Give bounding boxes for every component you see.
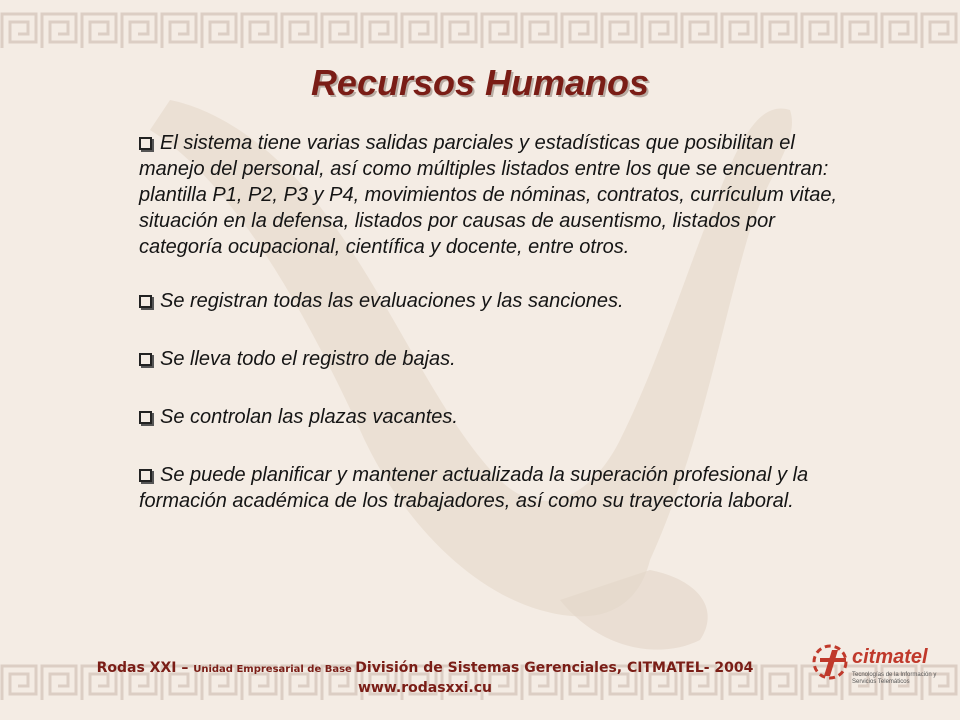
bullet-item bbox=[139, 462, 849, 514]
footer-org: Rodas XXI – bbox=[96, 660, 194, 676]
bullet-item bbox=[139, 404, 849, 430]
bullet-text: Se controlan las plazas vacantes. bbox=[160, 406, 458, 428]
bullet-item bbox=[139, 130, 849, 260]
checkbox-bullet-icon bbox=[139, 137, 152, 150]
checkbox-bullet-icon bbox=[139, 411, 152, 424]
footer bbox=[30, 659, 820, 698]
bullet-text: Se registran todas las evaluaciones y las sanciones. bbox=[160, 290, 624, 312]
checkbox-bullet-icon bbox=[139, 295, 152, 308]
checkbox-bullet-icon bbox=[139, 469, 152, 482]
checkbox-bullet-icon bbox=[139, 353, 152, 366]
bullet-text: El sistema tiene varias salidas parciales y estadísticas que posibilitan el manejo del personal, así como múltiples listados entre los que se encuentran: plantilla P1, P2, P3 y P4, movimientos de nóminas, contratos, currículum vitae, situación en la defensa, listados por causas de ausentismo, listados por categoría ocupacional, científica y docente, entre otros. bbox=[139, 132, 838, 258]
footer-division: División de Sistemas Gerenciales, CITMATEL- 2004 www.rodasxxi.cu bbox=[355, 660, 754, 696]
logo-tagline: Tecnologías de la Información y Servicios Telemáticos bbox=[852, 672, 937, 685]
slide-title: Recursos Humanos bbox=[310, 62, 650, 103]
bullet-item bbox=[139, 288, 849, 314]
bullet-text: Se puede planificar y mantener actualizada la superación profesional y la formación académica de los trabajadores, así como su trayectoria laboral. bbox=[139, 464, 809, 512]
logo-wordmark: citmatel bbox=[852, 646, 928, 668]
bullet-text: Se lleva todo el registro de bajas. bbox=[160, 348, 456, 370]
footer-unit: Unidad Empresarial de Base bbox=[193, 664, 356, 675]
bullet-item bbox=[139, 346, 849, 372]
bullet-list bbox=[139, 130, 849, 546]
